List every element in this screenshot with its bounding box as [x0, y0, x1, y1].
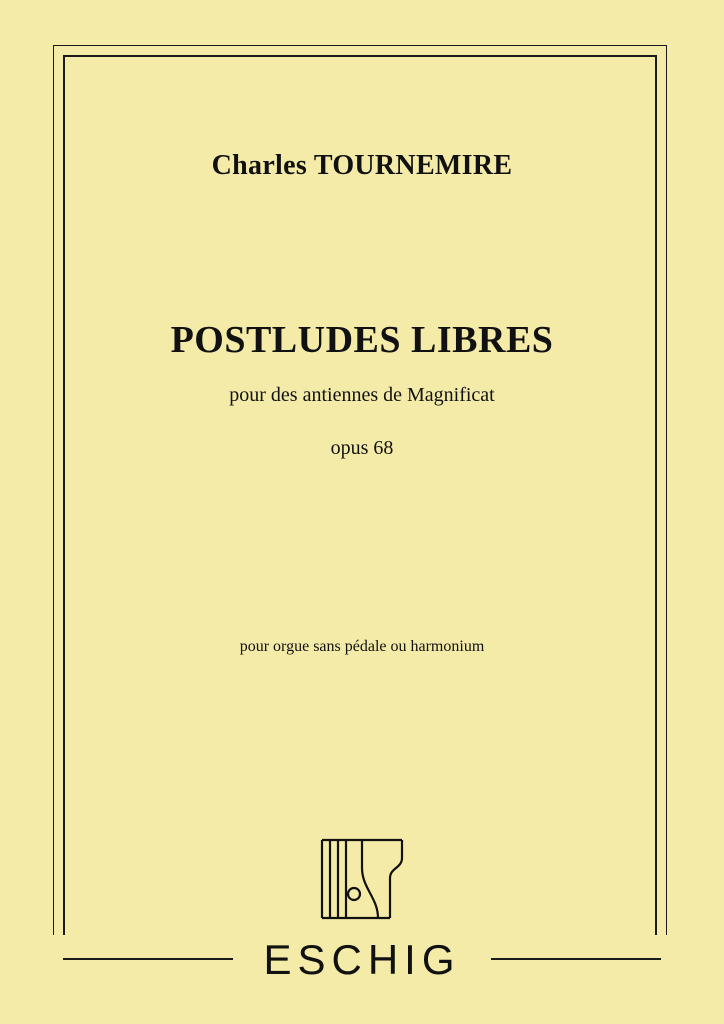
work-title: POSTLUDES LIBRES	[170, 319, 554, 361]
instrumentation: pour orgue sans pédale ou harmonium	[239, 638, 485, 655]
eschig-logo-icon	[318, 838, 406, 922]
publisher-name: ESCHIG	[263, 936, 461, 983]
inner-border	[63, 55, 657, 961]
work-subtitle: pour des antiennes de Magnificat	[229, 384, 495, 406]
opus-number: opus 68	[330, 437, 394, 459]
composer-name: Charles TOURNEMIRE	[211, 150, 513, 181]
